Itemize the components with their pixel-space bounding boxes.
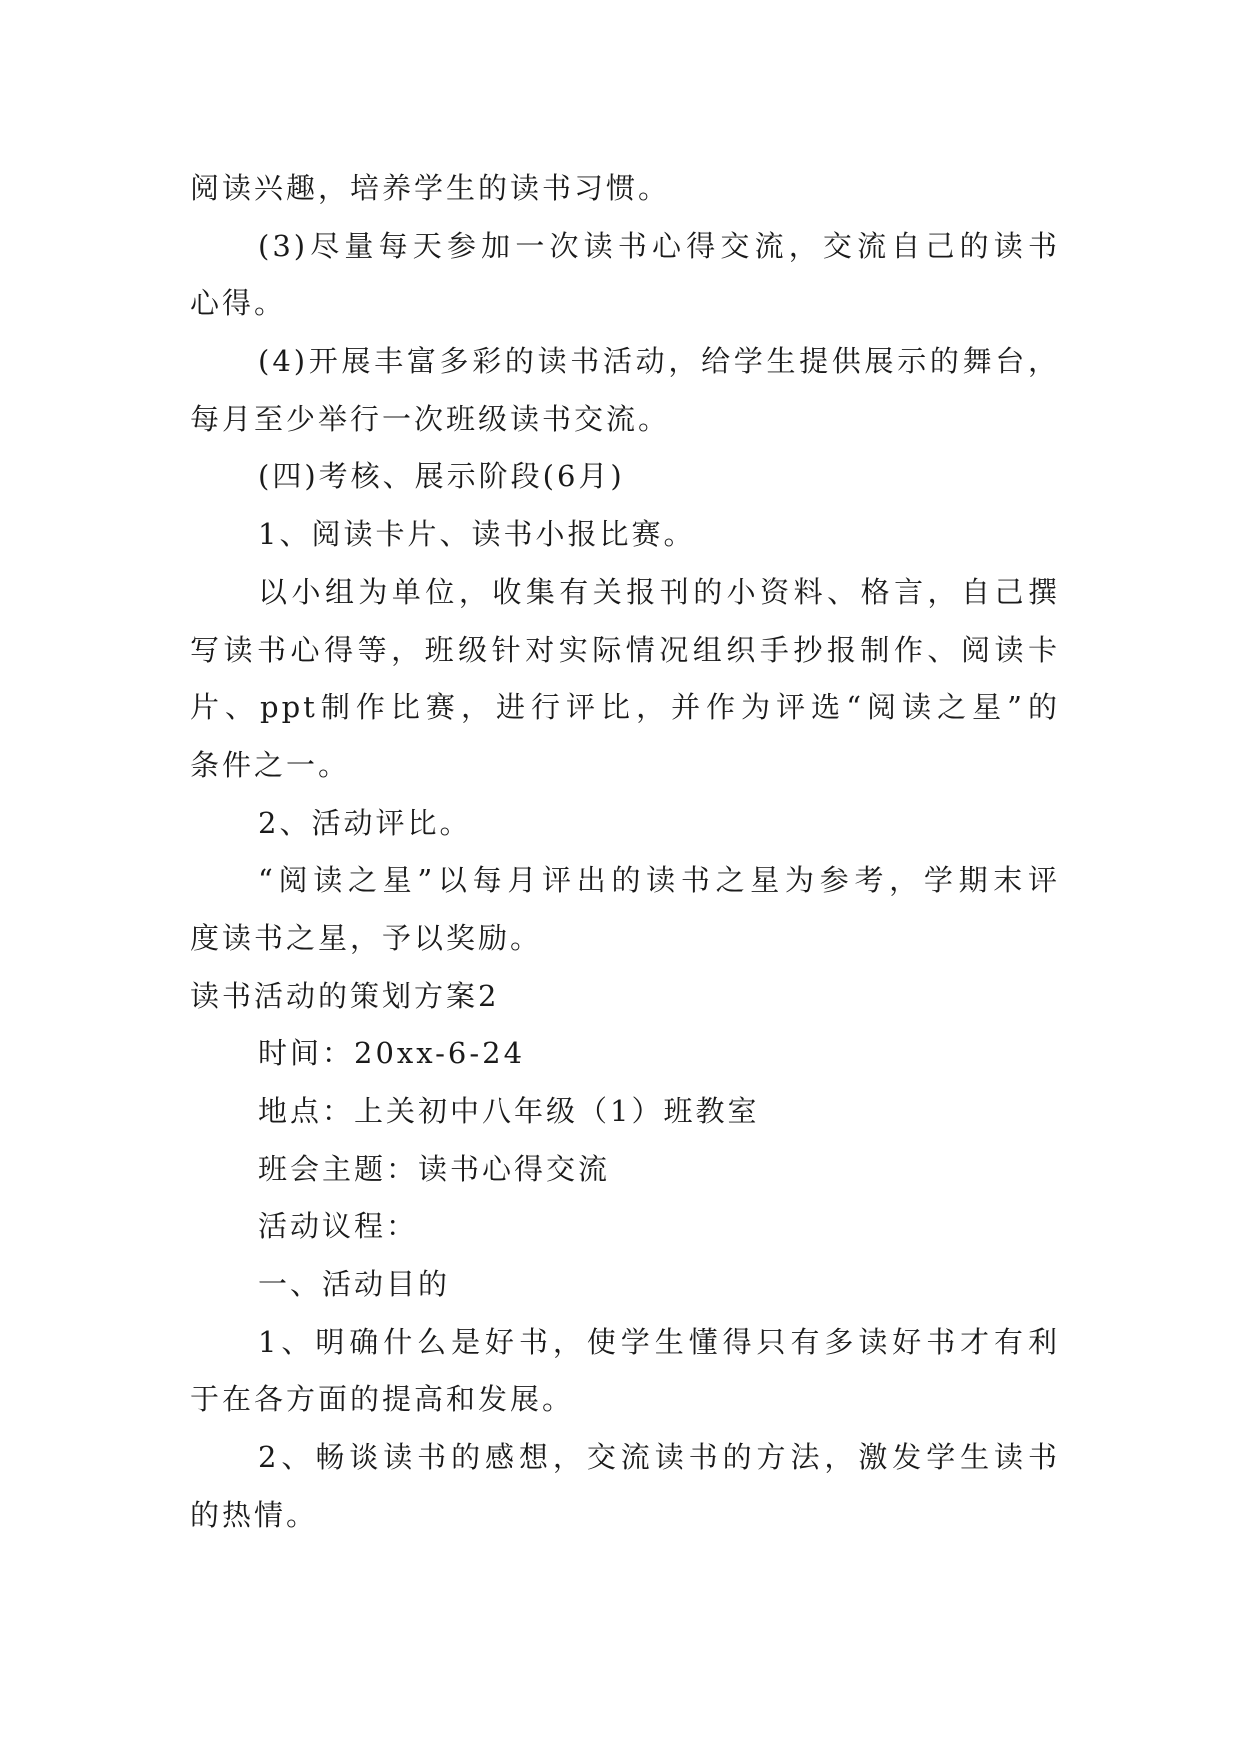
text-line: 写读书心得等，班级针对实际情况组织手抄报制作、阅读卡 xyxy=(190,632,1060,667)
text-line: “阅读之星”以每月评出的读书之星为参考，学期末评 xyxy=(258,863,1060,898)
text-line: 2、畅谈读书的感想，交流读书的方法，激发学生读书 xyxy=(258,1440,1060,1475)
text-line: 每月至少举行一次班级读书交流。 xyxy=(190,401,671,436)
text-line: (3)尽量每天参加一次读书心得交流，交流自己的读书 xyxy=(258,228,1060,263)
text-line: 1、阅读卡片、读书小报比赛。 xyxy=(258,517,696,552)
text-line: 条件之一。 xyxy=(190,747,351,782)
text-line: 于在各方面的提高和发展。 xyxy=(190,1382,575,1417)
text-line: 度读书之星，予以奖励。 xyxy=(190,920,543,955)
document-body xyxy=(190,160,1060,1545)
document-title: 读书活动的策划方案2 xyxy=(190,978,500,1013)
text-line: 片、ppt制作比赛，进行评比，并作为评选“阅读之星”的 xyxy=(190,690,1060,725)
text-line: (4)开展丰富多彩的读书活动，给学生提供展示的舞台， xyxy=(258,344,1060,379)
text-line: 1、明确什么是好书，使学生懂得只有多读好书才有利 xyxy=(258,1324,1060,1359)
text-line: 心得。 xyxy=(190,286,287,321)
location-line: 地点：上关初中八年级（1）班教室 xyxy=(258,1094,760,1128)
text-line: 阅读兴趣，培养学生的读书习惯。 xyxy=(190,171,671,205)
text-line: 的热情。 xyxy=(190,1497,319,1532)
agenda-heading: 活动议程： xyxy=(258,1209,419,1244)
text-line: 2、活动评比。 xyxy=(258,805,472,840)
section-heading: 一、活动目的 xyxy=(258,1267,451,1302)
time-line: 时间：20xx-6-24 xyxy=(258,1036,526,1071)
theme-line: 班会主题：读书心得交流 xyxy=(258,1151,611,1186)
section-heading: (四)考核、展示阶段(6月) xyxy=(258,459,625,494)
text-line: 以小组为单位，收集有关报刊的小资料、格言，自己撰 xyxy=(258,574,1060,609)
